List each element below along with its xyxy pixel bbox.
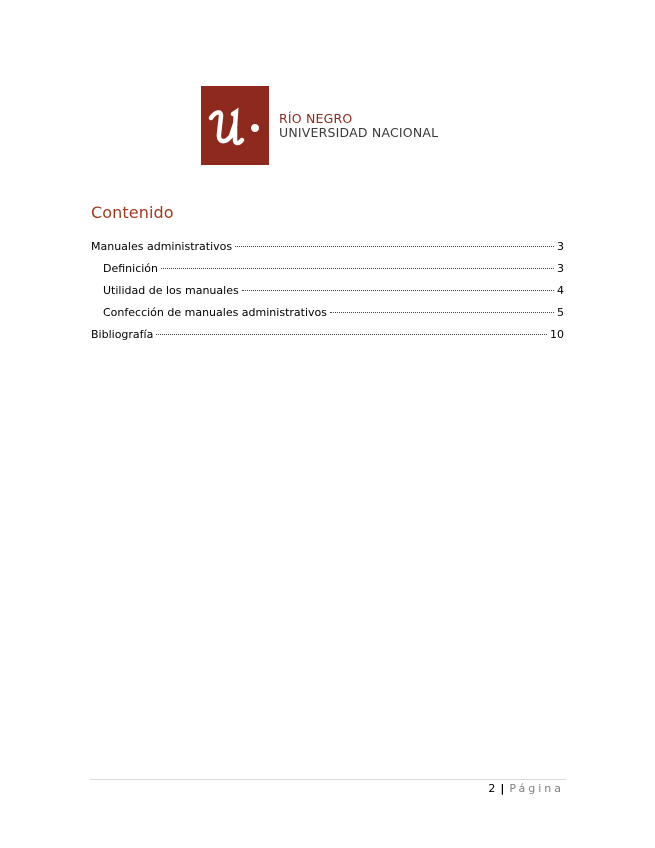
toc-entry-label: Manuales administrativos xyxy=(91,238,234,256)
page-footer xyxy=(488,782,564,795)
toc-entry-definicion[interactable] xyxy=(91,260,564,282)
toc-entry-label: Bibliografía xyxy=(91,326,155,344)
logo-wordmark xyxy=(279,112,438,140)
toc-leader-dots xyxy=(235,246,554,247)
university-logo xyxy=(201,86,438,165)
toc-leader-dots xyxy=(242,290,554,291)
footer-page-number: 2 xyxy=(488,782,496,795)
toc-entry-label: Confección de manuales administrativos xyxy=(103,304,329,322)
toc-leader-dots xyxy=(161,268,554,269)
footer-divider xyxy=(90,779,566,780)
table-of-contents xyxy=(91,238,564,348)
toc-entry-page: 3 xyxy=(557,262,564,275)
footer-page-word: Página xyxy=(509,782,564,795)
toc-entry-page: 5 xyxy=(557,306,564,319)
logo-line-universidad: UNIVERSIDAD NACIONAL xyxy=(279,124,439,140)
toc-leader-dots xyxy=(330,312,554,313)
toc-entry-confeccion[interactable] xyxy=(91,304,564,326)
toc-entry-label: Utilidad de los manuales xyxy=(103,282,241,300)
toc-entry-manuales[interactable] xyxy=(91,238,564,260)
toc-leader-dots xyxy=(156,334,547,335)
toc-entry-page: 4 xyxy=(557,284,564,297)
toc-heading: Contenido xyxy=(91,203,174,222)
toc-entry-label: Definición xyxy=(103,260,160,278)
logo-monogram xyxy=(201,86,269,165)
footer-separator: | xyxy=(500,782,505,795)
toc-entry-utilidad[interactable] xyxy=(91,282,564,304)
toc-entry-page: 3 xyxy=(557,240,564,253)
u-monogram-icon xyxy=(201,86,269,165)
toc-entry-page: 10 xyxy=(550,328,564,341)
logo-line-rio-negro: RÍO NEGRO xyxy=(279,110,353,126)
toc-entry-bibliografia[interactable] xyxy=(91,326,564,348)
